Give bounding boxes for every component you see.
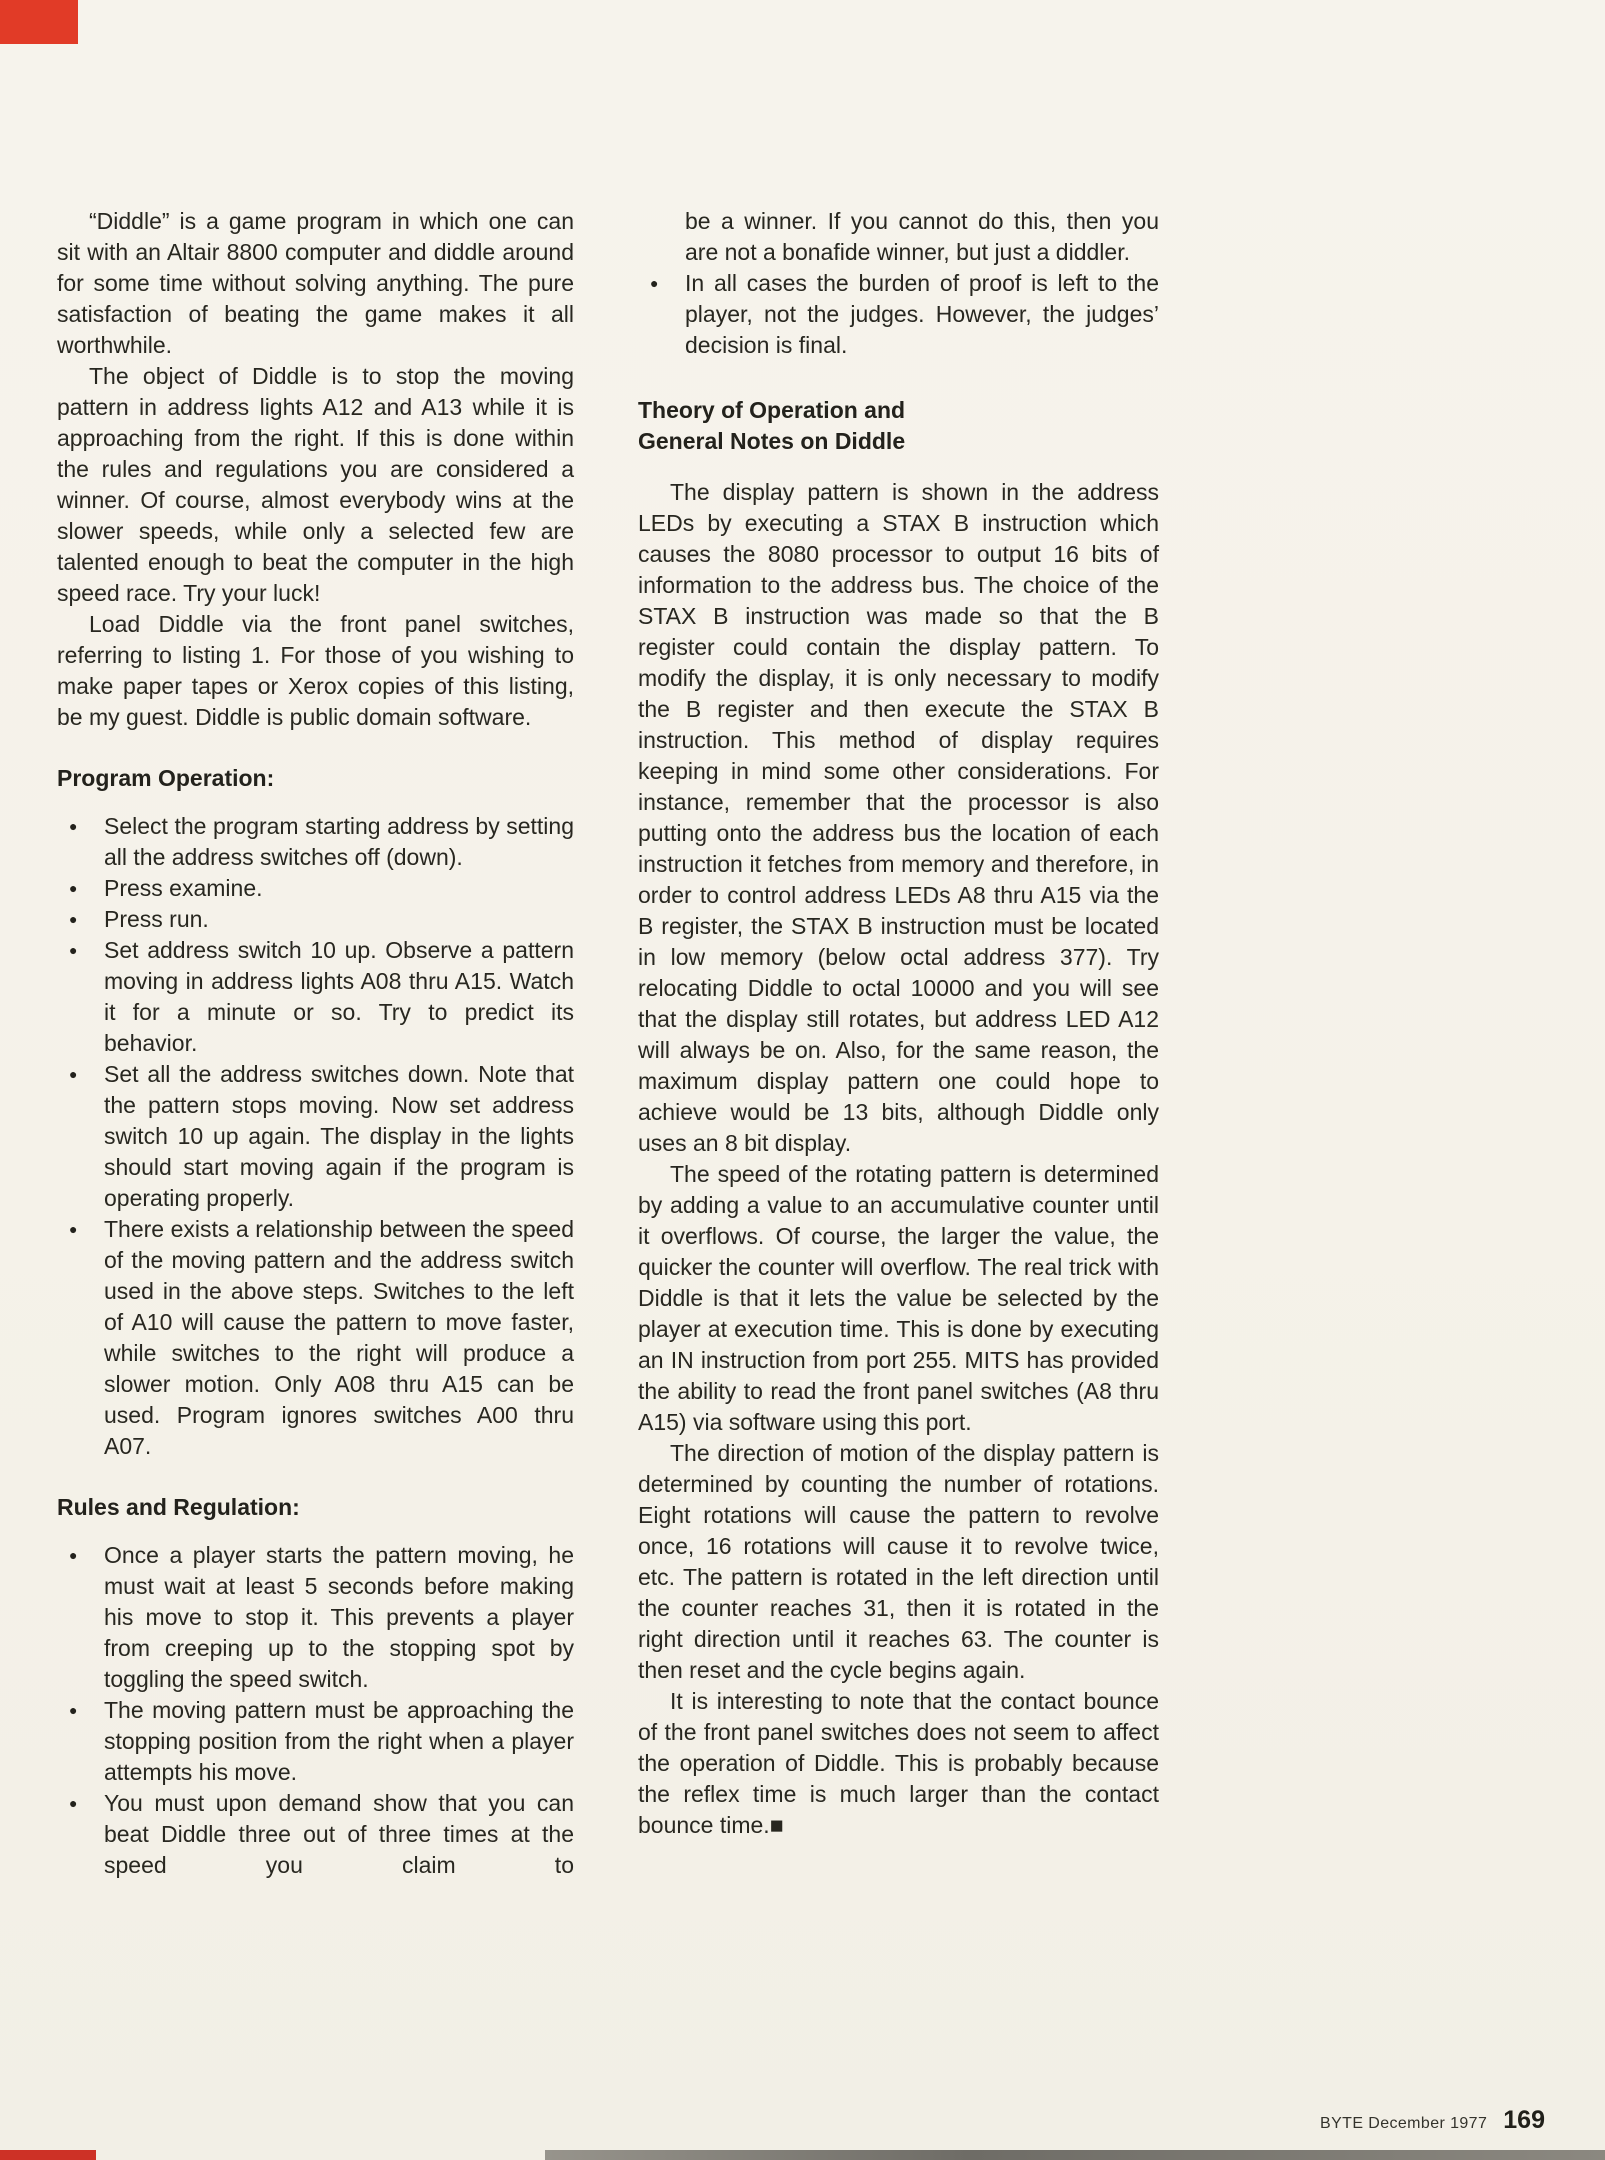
bullet-icon: ●	[69, 911, 78, 927]
list-item	[57, 1788, 574, 1881]
list-item	[638, 268, 1159, 361]
list-item	[57, 1695, 574, 1788]
red-corner-mark	[0, 0, 78, 44]
section-heading-rules-and-regulation: Rules and Regulation:	[57, 1494, 300, 1520]
bullet-list-rules-continued	[638, 268, 1159, 361]
left-column	[57, 206, 574, 1881]
footer-magazine-label: BYTE December 1977	[1320, 2115, 1488, 2132]
paragraph: The display pattern is shown in the address LEDs by executing a STAX B instruction which causes the 8080 processor to output 16 bits of information to the address bus. The choice of the STAX B instruction was made so that the B register could contain the display pattern. To modify the display, it is only necessary to modify the B register and then execute the STAX B instruction. This method of display requires keeping in mind some other considerations. For instance, remember that the processor is also putting onto the address bus the location of each instruction it fetches from memory and therefore, in order to control address LEDs A8 thru A15 via the B register, the STAX B instruction must be located in low memory (below octal address 377). Try relocating Diddle to octal 10000 and you will see that the display still rotates, but address LED A12 will always be on. Also, for the same reason, the maximum display pattern one could hope to achieve would be 13 bits, although Diddle only uses an 8 bit display.	[638, 479, 1159, 1156]
paragraph: “Diddle” is a game program in which one can sit with an Altair 8800 computer and diddle around for some time without solving anything. The pure satisfaction of beating the game makes it all worthwhile.	[57, 208, 574, 358]
page-number: 169	[1503, 2106, 1545, 2134]
bullet-icon: ●	[650, 275, 659, 291]
list-item	[57, 1059, 574, 1214]
paragraph-continuation: be a winner. If you cannot do this, then you are not a bonafide winner, but just a diddler.	[685, 208, 1159, 265]
right-column	[638, 206, 1159, 1841]
bullet-text: Press examine.	[104, 875, 263, 901]
bullet-list-rules	[57, 1540, 574, 1881]
heading-line: Theory of Operation and	[638, 397, 906, 423]
list-item	[57, 873, 574, 904]
bullet-text: Set address switch 10 up. Observe a pattern moving in address lights A08 thru A15. Watch it for a minute or so. Try to predict its behavior.	[104, 937, 574, 1056]
list-item	[57, 811, 574, 873]
bullet-icon: ●	[69, 1221, 78, 1237]
list-item	[57, 1214, 574, 1462]
section-heading-theory-of-operation	[638, 395, 1159, 457]
bullet-text: The moving pattern must be approaching the stopping position from the right when a player attempts his move.	[104, 1697, 574, 1785]
paragraph: It is interesting to note that the contact bounce of the front panel switches does not seem to affect the operation of Diddle. This is probably because the reflex time is much larger than the contact bounce time.■	[638, 1688, 1159, 1838]
list-item	[57, 935, 574, 1059]
list-item	[57, 1540, 574, 1695]
bullet-icon: ●	[69, 1066, 78, 1082]
paragraph: The object of Diddle is to stop the moving pattern in address lights A12 and A13 while it is approaching from the right. If this is done within the rules and regulations you are considered a winner. Of course, almost everybody wins at the slower speeds, while only a selected few are talented enough to beat the computer in the high speed race. Try your luck!	[57, 363, 574, 606]
bullet-icon: ●	[69, 1547, 78, 1563]
bullet-icon: ●	[69, 942, 78, 958]
bullet-text: Once a player starts the pattern moving, he must wait at least 5 seconds before making his move to stop it. This prevents a player from creeping up to the stopping spot by toggling the speed switch.	[104, 1542, 574, 1692]
bottom-edge-red-bar	[0, 2150, 96, 2160]
paragraph: Load Diddle via the front panel switches, referring to listing 1. For those of you wishing to make paper tapes or Xerox copies of this listing, be my guest. Diddle is public domain software.	[57, 611, 574, 730]
bullet-icon: ●	[69, 1702, 78, 1718]
bullet-text: Press run.	[104, 906, 209, 932]
bullet-list-program-operation	[57, 811, 574, 1462]
bullet-text: Set all the address switches down. Note that the pattern stops moving. Now set address switch 10 up again. The display in the lights should start moving again if the program is operating properly.	[104, 1061, 574, 1211]
bullet-text: There exists a relationship between the speed of the moving pattern and the address switch used in the above steps. Switches to the left of A10 will cause the pattern to move faster, while switches to the right will produce a slower motion. Only A08 thru A15 can be used. Program ignores switches A00 thru A07.	[104, 1216, 574, 1459]
section-heading-program-operation: Program Operation:	[57, 765, 275, 791]
heading-line: General Notes on Diddle	[638, 428, 906, 454]
bullet-icon: ●	[69, 818, 78, 834]
bullet-text: You must upon demand show that you can beat Diddle three out of three times at the speed you claim to	[104, 1790, 574, 1878]
bullet-icon: ●	[69, 1795, 78, 1811]
bullet-text: Select the program starting address by setting all the address switches off (down).	[104, 813, 574, 870]
paragraph: The speed of the rotating pattern is determined by adding a value to an accumulative counter until it overflows. Of course, the larger the value, the quicker the counter will overflow. The real trick with Diddle is that it lets the value be selected by the player at execution time. This is done by executing an IN instruction from port 255. MITS has provided the ability to read the front panel switches (A8 thru A15) via software using this port.	[638, 1161, 1159, 1435]
page-footer	[1190, 2106, 1545, 2135]
bullet-icon: ●	[69, 880, 78, 896]
list-item	[57, 904, 574, 935]
bottom-edge-gray-bar	[545, 2150, 1605, 2160]
paragraph: The direction of motion of the display pattern is determined by counting the number of rotations. Eight rotations will cause the pattern to revolve once, 16 rotations will cause it to revolve twice, etc. The pattern is rotated in the left direction until the counter reaches 31, then it is rotated in the right direction until it reaches 63. The counter is then reset and the cycle begins again.	[638, 1440, 1159, 1683]
bullet-text: In all cases the burden of proof is left to the player, not the judges. However, the judges’ decision is final.	[685, 270, 1159, 358]
